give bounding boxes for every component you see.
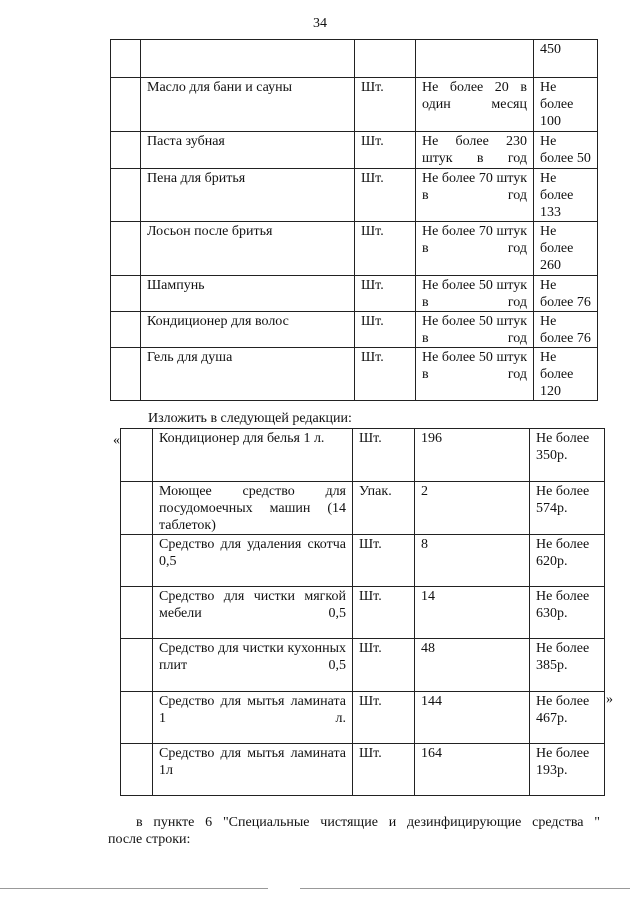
cell-qty: 8	[415, 535, 530, 587]
close-quote: »	[606, 692, 613, 707]
table-row	[121, 744, 605, 796]
cell-name	[141, 40, 355, 78]
cell-unit: Шт.	[355, 276, 416, 312]
paragraph-line-1: в пункте 6 "Специальные чистящие и дезинфицирующие средства "	[136, 815, 600, 830]
cell-price: Не более 133	[534, 169, 598, 222]
page-number: 34	[313, 16, 327, 31]
cell-num	[111, 312, 141, 348]
table-row	[111, 40, 598, 78]
cell-num	[121, 482, 153, 535]
cell-price: 450	[534, 40, 598, 78]
cell-name: Кондиционер для белья 1 л.	[153, 429, 353, 482]
table-row	[111, 348, 598, 401]
cell-num	[121, 692, 153, 744]
cell-num	[111, 78, 141, 132]
cell-name: Средство для чистки кухонных плит 0,5	[153, 639, 353, 692]
cell-price: Не более 385р.	[530, 639, 605, 692]
cell-unit: Шт.	[355, 169, 416, 222]
cell-unit: Шт.	[355, 222, 416, 276]
cell-name: Средство для чистки мягкой мебели 0,5	[153, 587, 353, 639]
cell-unit: Шт.	[355, 312, 416, 348]
table-row	[121, 429, 605, 482]
section-heading: Изложить в следующей редакции:	[148, 411, 352, 426]
table-row	[111, 132, 598, 169]
cell-num	[111, 169, 141, 222]
cell-price: Не более 574р.	[530, 482, 605, 535]
cell-norm: Не более 50 штук в год	[416, 276, 534, 312]
cell-qty: 48	[415, 639, 530, 692]
cell-norm: Не более 50 штук в год	[416, 348, 534, 401]
cell-qty: 164	[415, 744, 530, 796]
table-row	[111, 312, 598, 348]
table-row	[111, 78, 598, 132]
table-row	[121, 639, 605, 692]
cell-name: Средство для мытья ламината 1 л.	[153, 692, 353, 744]
cell-price: Не более 467р.	[530, 692, 605, 744]
cell-name: Средство для удаления скотча 0,5	[153, 535, 353, 587]
cell-num	[121, 587, 153, 639]
cell-price: Не более 76	[534, 312, 598, 348]
cell-qty: 2	[415, 482, 530, 535]
cell-num	[111, 348, 141, 401]
cell-unit: Шт.	[353, 639, 415, 692]
cell-price: Не более 620р.	[530, 535, 605, 587]
cell-norm: Не более 50 штук в год	[416, 312, 534, 348]
cell-unit: Шт.	[355, 348, 416, 401]
footer-rule-left	[0, 888, 268, 889]
cell-unit	[355, 40, 416, 78]
cell-name: Масло для бани и сауны	[141, 78, 355, 132]
cell-name: Паста зубная	[141, 132, 355, 169]
cell-price: Не более 193р.	[530, 744, 605, 796]
table-row	[111, 276, 598, 312]
cell-name: Кондиционер для волос	[141, 312, 355, 348]
table-cleaning-items	[120, 428, 605, 796]
cell-norm	[416, 40, 534, 78]
cell-num	[121, 429, 153, 482]
cell-num	[111, 132, 141, 169]
cell-price: Не более 50	[534, 132, 598, 169]
cell-unit: Шт.	[353, 429, 415, 482]
cell-num	[111, 222, 141, 276]
cell-price: Не более 120	[534, 348, 598, 401]
cell-qty: 196	[415, 429, 530, 482]
table-row	[121, 587, 605, 639]
table-row	[121, 535, 605, 587]
table-row	[121, 482, 605, 535]
cell-unit: Шт.	[355, 78, 416, 132]
cell-num	[121, 535, 153, 587]
cell-num	[111, 40, 141, 78]
cell-norm: Не более 230 штук в год	[416, 132, 534, 169]
cell-price: Не более 630р.	[530, 587, 605, 639]
cell-unit: Шт.	[353, 744, 415, 796]
cell-price: Не более 100	[534, 78, 598, 132]
cell-price: Не более 350р.	[530, 429, 605, 482]
cell-unit: Упак.	[353, 482, 415, 535]
cell-qty: 144	[415, 692, 530, 744]
cell-name: Моющее средство для посудомоечных машин (14 таблеток)	[153, 482, 353, 535]
cell-name: Средство для мытья ламината 1л	[153, 744, 353, 796]
cell-name: Лосьон после бритья	[141, 222, 355, 276]
cell-num	[121, 744, 153, 796]
cell-unit: Шт.	[355, 132, 416, 169]
cell-unit: Шт.	[353, 692, 415, 744]
cell-name: Шампунь	[141, 276, 355, 312]
paragraph-line-2: после строки:	[108, 832, 191, 847]
cell-name: Пена для бритья	[141, 169, 355, 222]
cell-name: Гель для душа	[141, 348, 355, 401]
cell-norm: Не более 20 в один месяц	[416, 78, 534, 132]
open-quote: «	[113, 433, 120, 448]
table-row	[111, 169, 598, 222]
cell-qty: 14	[415, 587, 530, 639]
cell-unit: Шт.	[353, 535, 415, 587]
cell-norm: Не более 70 штук в год	[416, 222, 534, 276]
cell-price: Не более 76	[534, 276, 598, 312]
footer-rule-right	[300, 888, 630, 889]
cell-num	[121, 639, 153, 692]
cell-price: Не более 260	[534, 222, 598, 276]
cell-unit: Шт.	[353, 587, 415, 639]
table-hygiene-items	[110, 39, 598, 401]
table-row	[111, 222, 598, 276]
cell-num	[111, 276, 141, 312]
cell-norm: Не более 70 штук в год	[416, 169, 534, 222]
table-row	[121, 692, 605, 744]
